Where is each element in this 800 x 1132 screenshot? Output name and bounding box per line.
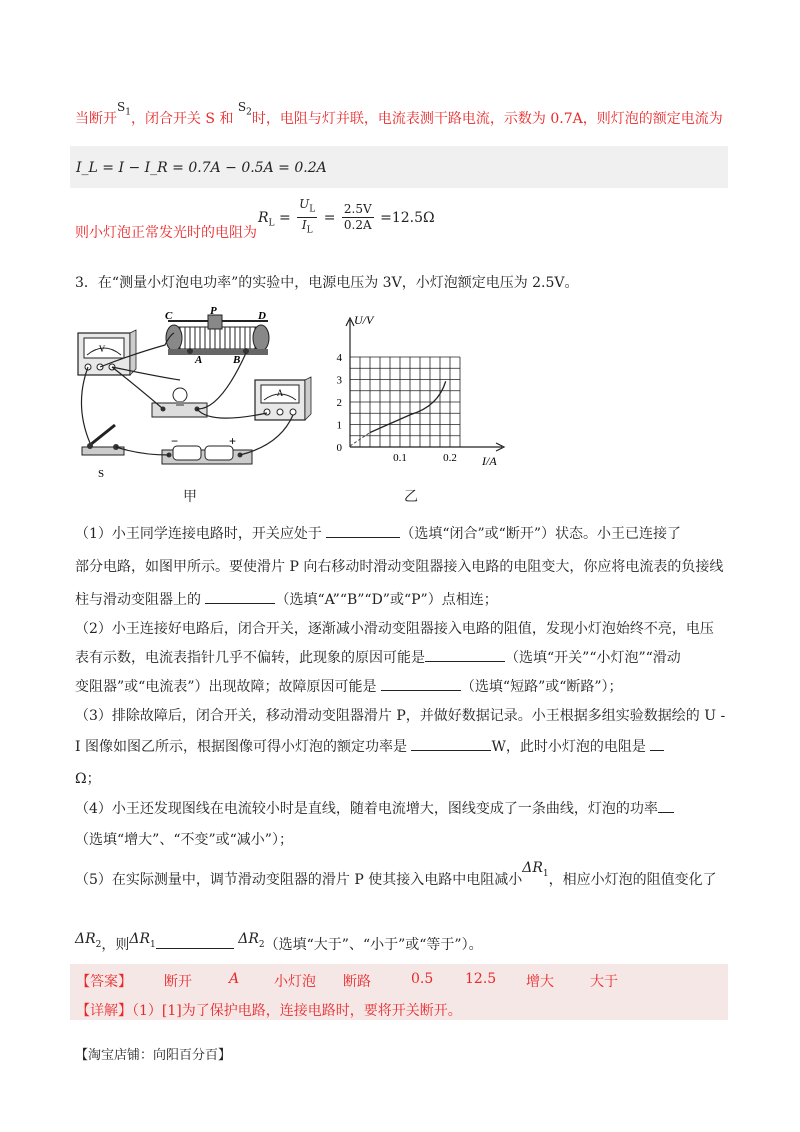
s2-symbol [237,100,252,118]
answer-item: 小灯泡 [274,974,316,990]
detail-text: （1）[1]为了保护电路，连接电路时，要将开关断开。 [132,1003,462,1019]
ammeter-label: A [276,388,284,398]
y-tick-label: 2 [336,397,342,409]
x-axis-label: I/A [482,454,497,468]
answer-blank[interactable] [156,934,234,949]
delta-sub: 2 [258,939,265,950]
delta-sub: 2 [95,939,102,950]
answer-blank[interactable] [650,736,664,751]
fraction-ui [297,197,317,239]
answer-item: 增大 [526,974,554,990]
part-text: ，相应小灯泡的阻值变化了 [548,872,717,888]
part4-line2: （选填“增大”、“不变”或“减小”）； [75,832,293,848]
current-value: 0.2A [343,218,372,233]
label-a: A [195,354,203,366]
detail-label: 【详解】 [76,1003,132,1019]
answer-row [76,971,726,991]
answer-blank[interactable] [425,647,505,662]
voltmeter-icon [78,330,136,375]
answer-blank[interactable] [658,798,674,813]
x-tick-label: 0.1 [393,452,407,464]
s2-letter: S [237,100,247,114]
label-minus: − [171,434,179,448]
answer-item: 12.5 [465,971,497,987]
part-text: W，此时小灯泡的电阻是 [491,739,651,755]
part-text: （1）小王同学连接电路时，开关应处于 [75,526,327,542]
part-text: I 图像如图乙所示，根据图像可得小灯泡的额定功率是 [75,739,412,755]
part3-line2 [75,736,664,756]
s1-letter: S [117,100,126,114]
voltage-value: 2.5V [343,202,372,217]
eq-sign: = [278,209,291,226]
s1-symbol [117,100,131,118]
delta-r2 [238,931,265,950]
detail-row [76,1000,462,1020]
solution-line-1 [75,100,723,129]
delta-sub: 1 [542,868,549,879]
part-text: （选填“开关”“小灯泡”“滑动 [505,650,681,666]
question-stem: 3．在“测量小灯泡电功率”的实验中，电源电压为 3V，小灯泡额定电压为 2.5V。 [75,275,579,291]
ui-graph [330,312,520,477]
delta-letter: ΔR [238,931,259,947]
part1-line1 [75,523,681,543]
label-c: C [165,310,173,322]
label-b: B [233,354,241,366]
delta-letter: ΔR [75,931,96,947]
label-plus: + [229,434,237,448]
current-formula: I_L = I − I_R = 0.7A − 0.5A = 0.2A [76,160,327,176]
part2-line2 [75,647,681,667]
answer-blank[interactable] [205,589,275,604]
delta-sub: 1 [150,939,156,950]
label-p: P [210,305,217,317]
y-axis-label: U/V [354,313,374,327]
part1-line2: 部分电路，如图甲所示。要使滑片 P 向右移动时滑动变阻器接入电路的电阻变大，你应将电流表的负接线 [75,559,724,575]
rheostat-icon [166,315,269,355]
y-tick-label: 4 [336,352,342,364]
part3-line3: Ω； [75,771,101,787]
lamp-icon [152,388,207,417]
solution-text: 当断开 [75,111,117,127]
x-tick-label: 0.2 [443,452,457,464]
figure-yi-caption: 乙 [404,489,418,505]
part-text: （5）在实际测量中，调节滑动变阻器的滑片 P 使其接入电路中电阻减小 [75,872,523,888]
part4-line1 [75,798,674,818]
u-letter: U [299,197,310,211]
delta-letter: ΔR [129,931,151,947]
label-s: S [98,468,105,480]
answer-label: 【答案】 [76,974,132,990]
part2-line1: （2）小王连接好电路后，闭合开关，逐渐减小滑动变阻器接入电路的阻值，发现小灯泡始终不亮，电压 [75,621,714,637]
answer-item: 0.5 [411,971,434,987]
answer-blank[interactable] [381,676,461,691]
voltmeter-label: V [98,344,106,354]
part-text: （选填“闭合”或“断开”）状态。小王已连接了 [400,526,681,542]
part-text: （4）小王还发现图线在电流较小时是直线，随着电流增大，图线变成了一条曲线，灯泡的功率 [75,801,658,817]
delta-r1 [522,860,549,879]
answer-item: 断开 [164,974,192,990]
figure-jia-caption: 甲 [183,489,197,505]
part-text: （选填“短路”或“断路”）； [460,679,623,695]
resistance-result: =12.5Ω [380,209,435,226]
s1-sub: 1 [125,107,131,118]
answer-item: 大于 [590,974,618,990]
battery-icon [162,446,252,464]
resistance-line [75,222,257,242]
answer-blank[interactable] [326,523,400,538]
i-sub: L [306,225,313,236]
part-text: 表有示数，电流表指针几乎不偏转，此现象的原因可能是 [75,650,425,666]
ui-curve [370,381,446,432]
part-text: （选填“大于”、“小于”或“等于”）。 [264,937,483,953]
r-sub: L [268,218,275,229]
solution-text: 时，电阻与灯并联，电流表测干路电流，示数为 0.7A，则灯泡的额定电流为 [251,111,723,127]
i-letter: I [301,218,307,233]
part2-line3 [75,676,623,696]
y-tick-label: 0 [336,442,342,454]
delta-letter: ΔR [522,860,543,876]
circuit-figure [70,305,330,480]
answer-item: A [229,971,240,987]
label-d: D [258,310,266,322]
s2-sub: 2 [246,107,252,118]
y-tick-label: 3 [336,374,342,387]
y-tick-label: 1 [336,419,342,432]
answer-blank[interactable] [411,736,491,751]
footer-shop: 【淘宝店铺：向阳百分百】 [75,1048,232,1063]
delta-r1 [129,931,156,950]
answer-item: 断路 [343,974,371,990]
part-text: （选填“A”“B”“D”或“P”）点相连； [275,592,498,608]
part-text: 变阻器”或“电流表”）出现故障；故障原因可能是 [75,679,381,695]
fraction-values [342,202,374,233]
resistance-formula [258,197,435,239]
eq-sign: = [323,209,336,226]
solution-text: ，闭合开关 S 和 [130,111,234,127]
r-letter: R [258,209,269,226]
part-text: 柱与滑动变阻器上的 [75,592,206,608]
part-text: ，则 [101,937,130,953]
part5-line2 [75,931,483,956]
delta-r2 [75,931,102,950]
part3-line1: （3）排除故障后，闭合开关，移动滑动变阻器滑片 P，并做好数据记录。小王根据多组实验数据绘的 U - [75,708,726,724]
u-sub: L [309,204,316,215]
part1-line3 [75,589,498,609]
resistance-prefix: 则小灯泡正常发光时的电阻为 [75,225,257,241]
